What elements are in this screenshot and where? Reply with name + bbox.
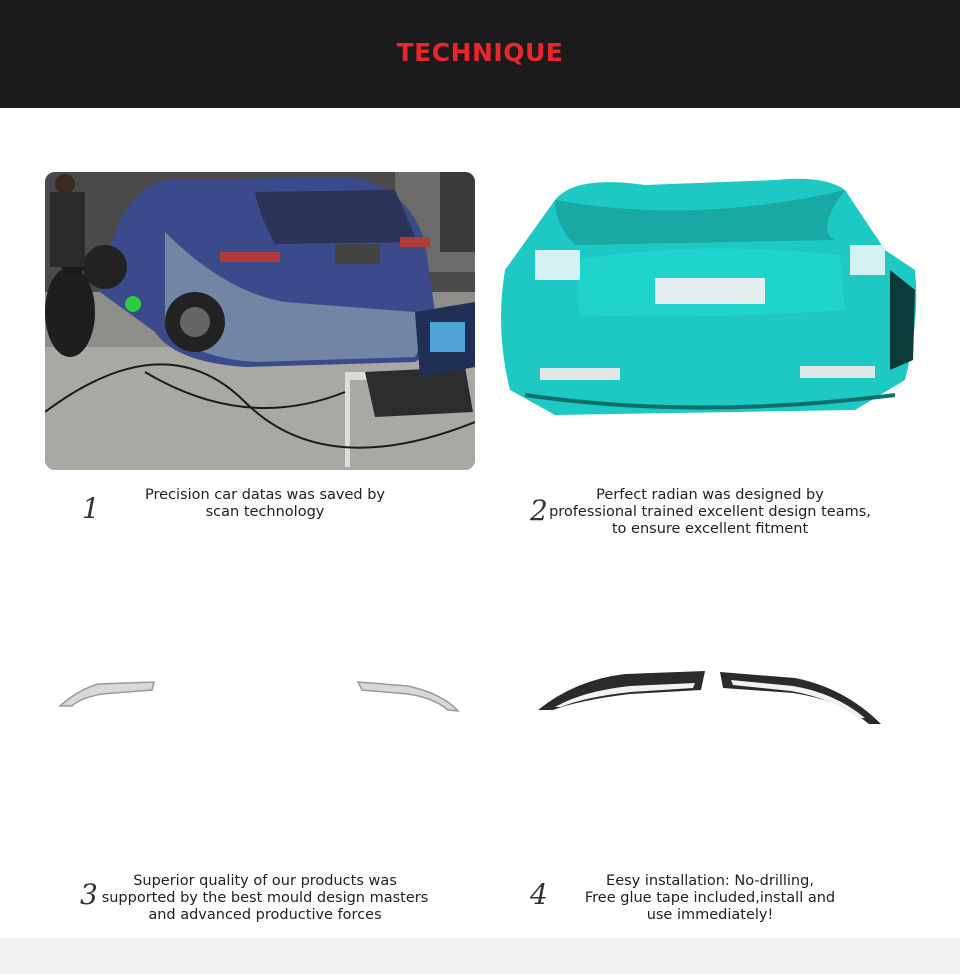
caption-line: professional trained excellent design teams, <box>549 504 871 520</box>
step-3-caption <box>95 873 435 924</box>
caption-line: Superior quality of our products was <box>133 873 397 889</box>
caption-line: Free glue tape included,install and <box>584 890 836 906</box>
caption-line: and advanced productive forces <box>148 907 382 923</box>
step-number-4: 4 <box>530 878 548 911</box>
footer-band <box>0 938 960 974</box>
step-number-2: 2 <box>530 494 548 527</box>
caption-line: supported by the best mould design masters <box>101 890 429 906</box>
caption-line: scan technology <box>205 504 325 520</box>
caption-line: Precision car datas was saved by <box>144 487 385 503</box>
caption-line: use immediately! <box>646 907 774 923</box>
step-number-1: 1 <box>82 492 100 525</box>
caption-line: Perfect radian was designed by <box>596 487 824 503</box>
carbon-trims-image <box>535 666 885 728</box>
scan-photo <box>45 172 475 470</box>
step-number-3: 3 <box>80 878 98 911</box>
header-bar <box>0 0 960 108</box>
step-2-caption <box>545 487 875 538</box>
step-1-caption <box>115 487 415 521</box>
step-4-caption <box>565 873 855 924</box>
caption-line: Eesy installation: No-drilling, <box>606 873 814 889</box>
page-title: TECHNIQUE <box>396 38 564 67</box>
caption-line: to ensure excellent fitment <box>611 521 809 537</box>
scan-model-image <box>495 170 920 420</box>
mould-parts-image <box>58 676 460 716</box>
